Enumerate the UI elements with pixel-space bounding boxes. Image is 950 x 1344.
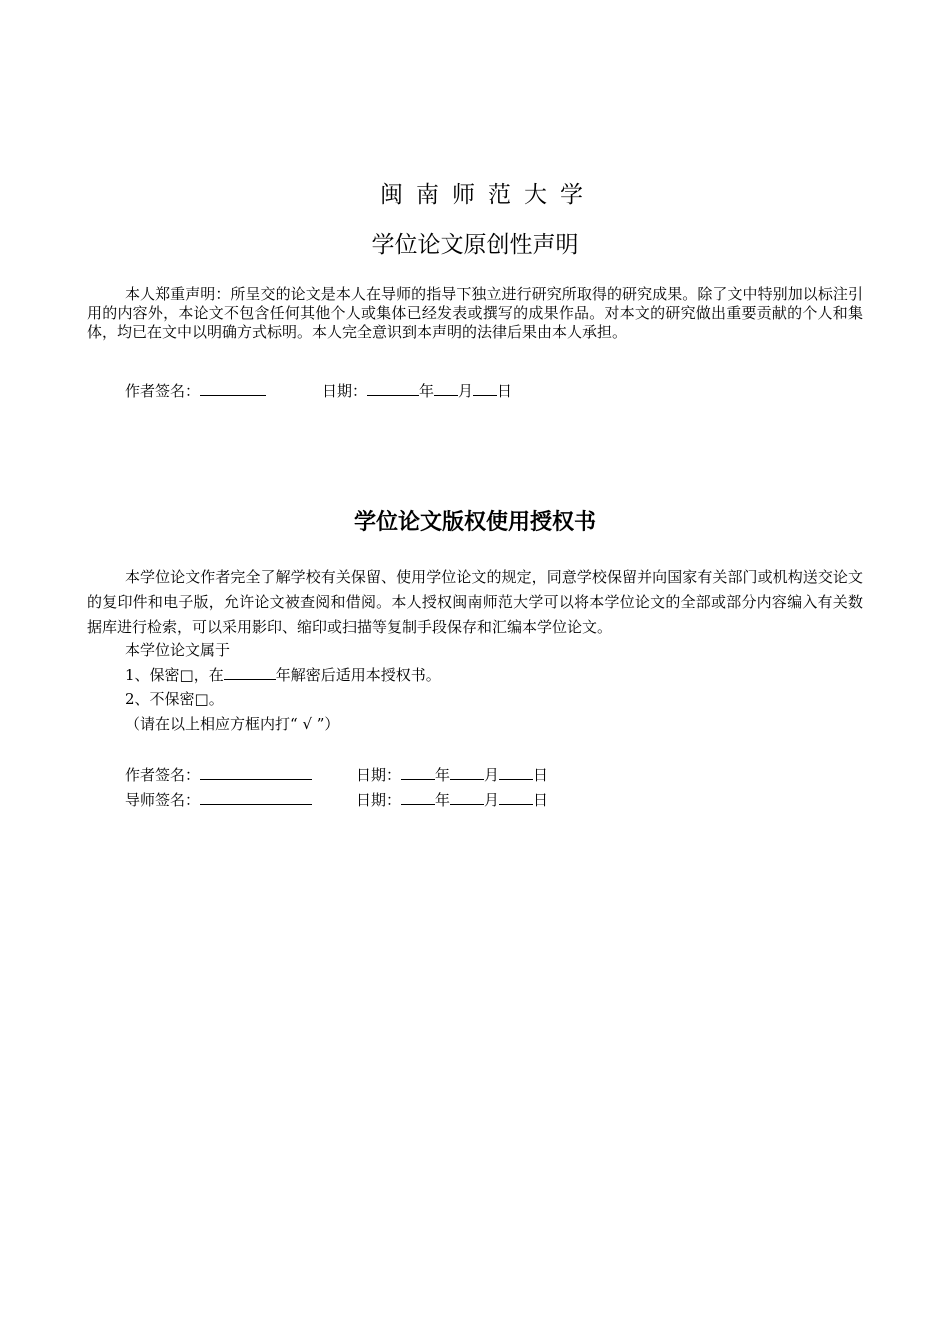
day-label-3: 日 <box>533 791 549 809</box>
year-blank-2[interactable] <box>401 764 435 780</box>
year-label-2: 年 <box>435 766 451 784</box>
author-signature-line-2 <box>125 764 312 785</box>
month-label-3: 月 <box>484 791 500 809</box>
month-blank[interactable] <box>434 380 458 396</box>
declaration-signature-line <box>125 380 266 401</box>
declaration-date-line <box>322 380 512 401</box>
date-label-3: 日期： <box>356 791 402 809</box>
authorization-body: 本学位论文作者完全了解学校有关保留、使用学位论文的规定，同意学校保留并向国家有关部门或机构送交论文的复印件和电子版，允许论文被查阅和借阅。本人授权闽南师范大学可以将本学位论文的全部或部分内容编入有关数据库进行检索，可以采用影印、缩印或扫描等复制手段保存和汇编本学位论文。 <box>87 568 863 636</box>
author-signature-label-2: 作者签名： <box>125 766 201 784</box>
option-confidential <box>125 664 441 685</box>
day-blank[interactable] <box>473 380 497 396</box>
checkbox-note: （请在以上相应方框内打“ √ ”） <box>125 715 340 733</box>
author-signature-blank-2[interactable] <box>200 764 312 780</box>
month-blank-2[interactable] <box>450 764 484 780</box>
declassify-year-blank[interactable] <box>224 664 276 680</box>
author-signature-label: 作者签名： <box>125 382 201 400</box>
advisor-signature-label: 导师签名： <box>125 791 201 809</box>
year-blank-3[interactable] <box>401 789 435 805</box>
advisor-signature-blank[interactable] <box>200 789 312 805</box>
option-not-confidential: 2、不保密□。 <box>125 690 224 708</box>
month-label: 月 <box>458 382 474 400</box>
date-label-2: 日期： <box>356 766 402 784</box>
date-label: 日期： <box>322 382 368 400</box>
advisor-date-line <box>356 789 548 810</box>
year-blank[interactable] <box>367 380 419 396</box>
declaration-title: 学位论文原创性声明 <box>371 232 579 258</box>
month-label-2: 月 <box>484 766 500 784</box>
authorization-title: 学位论文版权使用授权书 <box>353 510 596 535</box>
option1-suffix: 年解密后适用本授权书。 <box>275 666 441 684</box>
day-blank-3[interactable] <box>499 789 533 805</box>
belongs-line: 本学位论文属于 <box>125 641 231 659</box>
year-label: 年 <box>419 382 435 400</box>
day-label: 日 <box>497 382 513 400</box>
university-name: 闽南师范大学 <box>380 182 596 208</box>
option1-prefix: 1、保密□，在 <box>125 666 224 684</box>
year-label-3: 年 <box>435 791 451 809</box>
declaration-body: 本人郑重声明：所呈交的论文是本人在导师的指导下独立进行研究所取得的研究成果。除了文中特别加以标注引用的内容外，本论文不包含任何其他个人或集体已经发表或撰写的成果作品。对本文的研究做出重要贡献的个人和集体，均已在文中以明确方式标明。本人完全意识到本声明的法律后果由本人承担。 <box>87 285 863 341</box>
author-date-line-2 <box>356 764 548 785</box>
day-label-2: 日 <box>533 766 549 784</box>
advisor-signature-line <box>125 789 312 810</box>
day-blank-2[interactable] <box>499 764 533 780</box>
month-blank-3[interactable] <box>450 789 484 805</box>
author-signature-blank[interactable] <box>200 380 266 396</box>
